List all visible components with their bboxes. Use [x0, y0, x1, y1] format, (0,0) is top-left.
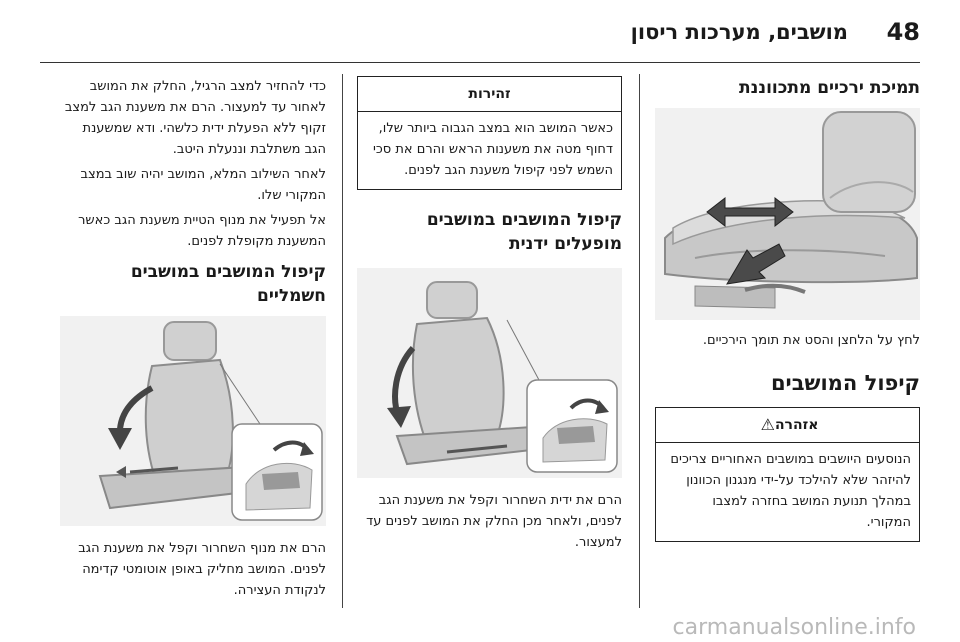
- thigh-support-illustration: [655, 108, 920, 320]
- column-right: [655, 76, 920, 542]
- manual-seat-fold-illustration: [357, 268, 622, 478]
- column-divider-right: [639, 74, 640, 608]
- lever-caution-paragraph: אל תפעיל את מנוף הטיית משענת הגב כאשר המשענת מקופלת לפנים.: [78, 213, 326, 249]
- thigh-support-caption: לחץ על הלחצן והסט את תומך הירכיים.: [702, 333, 920, 348]
- caution-text: כאשר המושב הוא במצב הגבוה ביותר שלו, דחוף מטה את משענות הראש והרם את סכי השמש לפני קיפול משענת הגב לפנים.: [372, 121, 613, 178]
- electric-seat-fold-illustration: [60, 316, 326, 526]
- header-rule: [40, 62, 920, 63]
- return-paragraph: כדי להחזיר למצב הרגיל, החלק את המושב לאחור עד למעצור. הרם את משענת הגב למצב זקוף ללא הפעלת ידית כלשהי. ודא שמשענת הגב משתלבת וננעלת היטב.: [64, 79, 326, 157]
- electric-seats-caption: הרם את מנוף השחרור וקפל את משענת הגב לפנים. המושב מחליק באופן אוטומטי קדימה לנקודת העצירה.: [78, 541, 326, 598]
- page-header: [0, 14, 960, 54]
- electric-seats-heading: קיפול המושבים במושבים חשמליים: [130, 262, 326, 306]
- warning-text: הנוסעים היושבים במושבים האחוריים צריכים להיזהר שלא להילכד על-ידי מנגנון הכוונון במהלך תנועת המושב בחזרה למצבו המקורי.: [670, 452, 911, 530]
- column-middle: [357, 76, 622, 557]
- warning-triangle-icon: ⚠: [760, 415, 775, 434]
- page-title: מושבים, מערכות ריסון: [630, 20, 848, 44]
- warning-title: אזהרה: [774, 417, 819, 433]
- caution-box: [357, 76, 622, 190]
- watermark-text: carmanualsonline.info: [672, 615, 916, 640]
- manual-seats-heading: קיפול המושבים במושבים מופעלים ידנית: [426, 210, 622, 254]
- manual-seats-caption: הרם את ידית השחרור וקפל את משענת הגב לפנים, ולאחר מכן החלק את המושב לפנים עד למעצור.: [366, 493, 622, 550]
- warning-box-header: [656, 408, 919, 443]
- page-number: 48: [886, 18, 920, 46]
- engaged-paragraph: לאחר השילוב המלא, המושב יהיה שוב במצב המקורי שלו.: [80, 167, 326, 203]
- column-divider-left: [342, 74, 343, 608]
- folding-seats-heading: קיפול המושבים: [770, 371, 920, 395]
- warning-box: [655, 407, 920, 542]
- column-left: [60, 76, 326, 605]
- caution-title: זהירות: [358, 77, 621, 112]
- thigh-support-heading: תמיכת ירכיים מתכווננת: [739, 78, 920, 98]
